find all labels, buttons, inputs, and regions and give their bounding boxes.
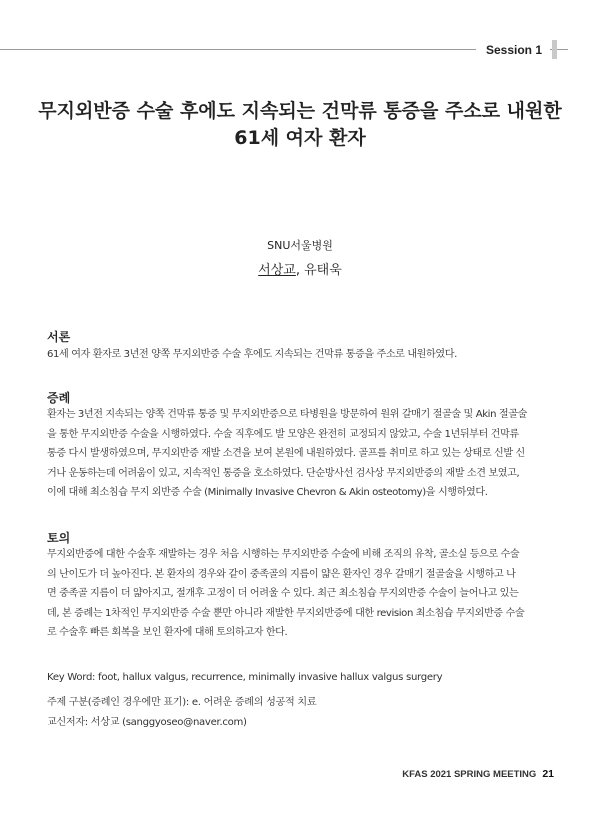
page-number: 21 (542, 768, 554, 780)
discussion-line: 무지외반증에 대한 수술후 재발하는 경우 처음 시행하는 무지외반증 수술에 비해 조직의 유착, 골소실 등으로 수술 (47, 549, 520, 560)
corresponding-author: 교신저자: 서상교 (sanggyoseo@naver.com) (47, 717, 247, 728)
discussion-paragraph (47, 545, 554, 643)
intro-paragraph (47, 345, 554, 365)
author-separator: , (295, 263, 305, 278)
discussion-line: 로 수술후 빠른 회복을 보인 환자에 대해 토의하고자 한다. (47, 627, 288, 638)
case-line: 환자는 3년전 지속되는 양쪽 건막류 통증 및 무지외반증으로 타병원을 방문하여 원위 갈매기 절골술 및 Akin 절골술 (47, 409, 527, 420)
header-accent-bar (552, 40, 557, 59)
case-line: 통증 다시 발생하였으며, 무지외반증 재발 소견을 보여 본원에 내원하였다. 골프를 취미로 하고 있는 상태로 신발 신 (47, 448, 525, 459)
case-heading: 증례 (47, 391, 71, 405)
meeting-name: KFAS 2021 SPRING MEETING (402, 769, 537, 780)
discussion-line: 데, 본 증례는 1차적인 무지외반증 수술 뿐만 아니라 재발한 무지외반증에 대한 revision 최소침습 무지외반증 수술 (47, 607, 525, 619)
case-line: 거나 운동하는데 어려움이 있고, 지속적인 통증을 호소하였다. 단순방사선 검사상 무지외반증의 재발 소견 보였고, (47, 467, 520, 479)
case-line: 을 통한 무지외반증 수술을 시행하였다. 수술 직후에도 발 모양은 완전히 교정되지 않았고, 수술 1년뒤부터 건막류 (47, 428, 519, 440)
discussion-heading: 토의 (47, 531, 71, 545)
first-author: 서상교 (258, 263, 296, 278)
affiliation: SNU서울병원 (267, 239, 333, 252)
discussion-line: 면 중족골 지름이 더 얇아지고, 절개후 고정이 더 어려울 수 있다. 최근 최소침습 무지외반증 수술이 늘어나고 있는 (47, 588, 519, 599)
second-author: 유태욱 (304, 263, 342, 278)
page-title (30, 98, 570, 152)
discussion-line: 의 난이도가 더 높아진다. 본 환자의 경우와 같이 중족골의 지름이 얇은 환자인 경우 갈매기 절골술을 시행하고 나 (47, 568, 516, 580)
title-line-1: 무지외반증 수술 후에도 지속되는 건막류 통증을 주소로 내원한 (38, 100, 562, 122)
topic-category: 주제 구분(증례인 경우에만 표기): e. 어려운 증례의 성공적 치료 (47, 697, 317, 708)
keywords: Key Word: foot, hallux valgus, recurrence, minimally invasive hallux valgus surgery (47, 672, 443, 683)
authors (0, 259, 600, 278)
page-footer (402, 768, 554, 780)
session-label: Session 1 (476, 43, 550, 57)
case-paragraph (47, 405, 554, 503)
intro-heading: 서론 (47, 330, 71, 344)
case-line: 이에 대해 최소침습 무지 외반증 수술 (Minimally Invasive Chevron & Akin osteotomy)을 시행하였다. (47, 487, 488, 498)
intro-line: 61세 여자 환자로 3년전 양쪽 무지외반증 수술 후에도 지속되는 건막류 통증을 주소로 내원하였다. (47, 349, 457, 360)
title-line-2: 61세 여자 환자 (234, 127, 366, 149)
